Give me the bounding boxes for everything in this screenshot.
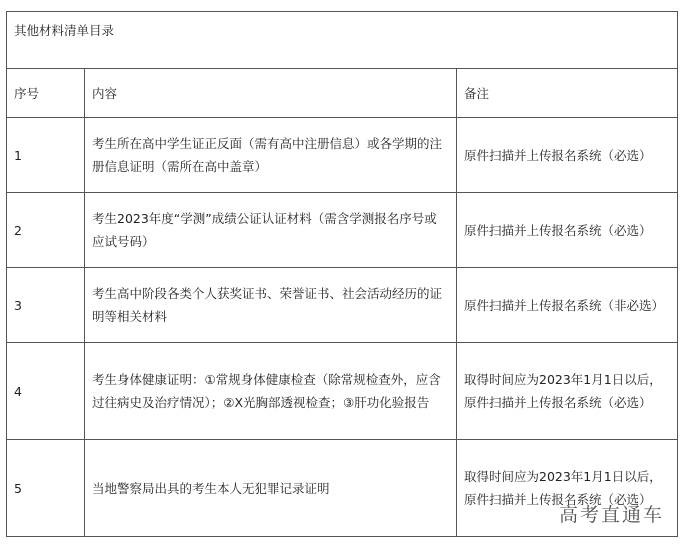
table-title: 其他材料清单目录 [7, 12, 678, 69]
materials-table [6, 11, 678, 537]
row-content-cell: 考生所在高中学生证正反面（需有高中注册信息）或各学期的注册信息证明（需所在高中盖章） [85, 118, 457, 193]
row-no-cell: 3 [7, 268, 85, 343]
table-title-row [7, 12, 678, 69]
row-content-cell: 考生身体健康证明：①常规身体健康检查（除常规检查外，应含过往病史及治疗情况）；②X光胸部透视检查；③肝功化验报告 [85, 343, 457, 440]
row-content-cell: 当地警察局出具的考生本人无犯罪记录证明 [85, 440, 457, 537]
row-content-cell: 考生高中阶段各类个人获奖证书、荣誉证书、社会活动经历的证明等相关材料 [85, 268, 457, 343]
row-note-cell: 原件扫描并上传报名系统（非必选） [457, 268, 678, 343]
row-note-cell: 原件扫描并上传报名系统（必选） [457, 193, 678, 268]
row-note-cell: 取得时间应为2023年1月1日以后，原件扫描并上传报名系统（必选） [457, 440, 678, 537]
watermark-text: 高考直通车 [558, 504, 664, 526]
table-header-row [7, 69, 678, 118]
row-no-cell: 1 [7, 118, 85, 193]
table-row [7, 268, 678, 343]
row-no-cell: 5 [7, 440, 85, 537]
row-note-cell: 原件扫描并上传报名系统（必选） [457, 118, 678, 193]
table-row [7, 343, 678, 440]
table-row [7, 118, 678, 193]
row-no-cell: 2 [7, 193, 85, 268]
row-note-cell: 取得时间应为2023年1月1日以后，原件扫描并上传报名系统（必选） [457, 343, 678, 440]
table-row [7, 193, 678, 268]
row-content-cell: 考生2023年度“学测”成绩公证认证材料（需含学测报名序号或应试号码） [85, 193, 457, 268]
row-no-cell: 4 [7, 343, 85, 440]
header-no: 序号 [7, 69, 85, 118]
header-note: 备注 [457, 69, 678, 118]
header-content: 内容 [85, 69, 457, 118]
